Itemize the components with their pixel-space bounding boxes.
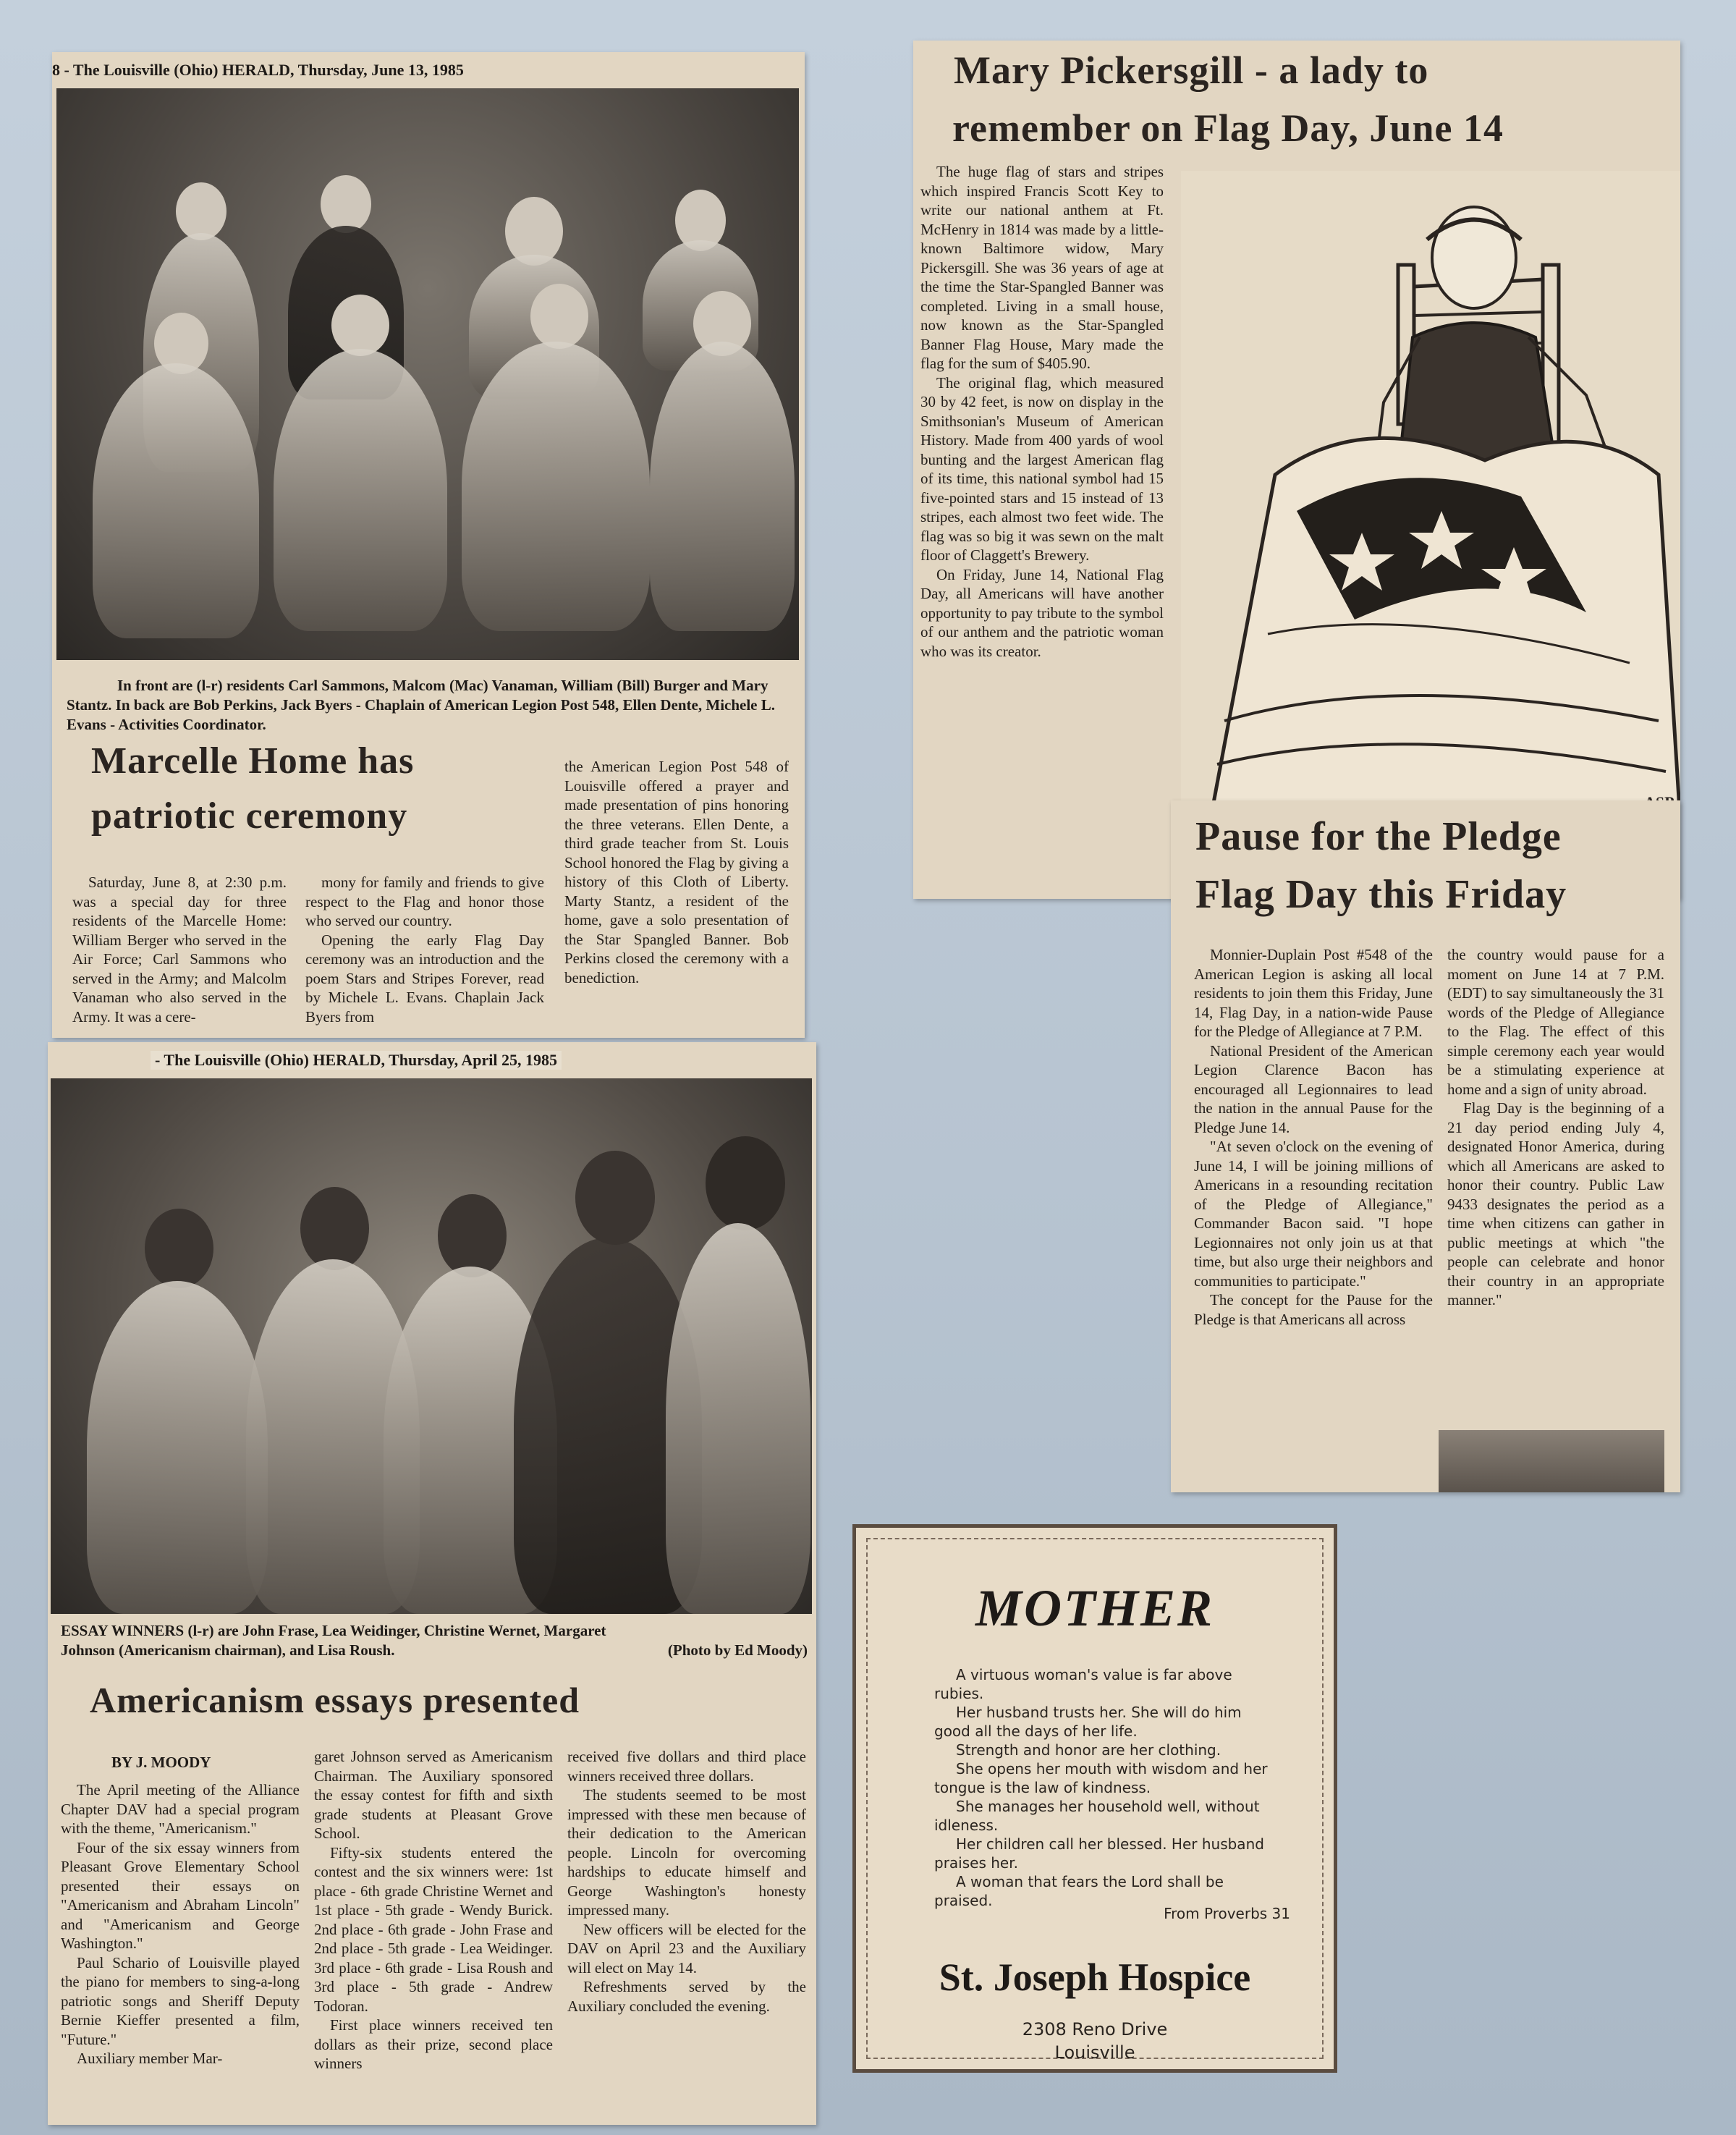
verse-line: Her children call her blessed. Her husband praises her.: [934, 1835, 1264, 1872]
article-column-1: [61, 1780, 300, 2068]
mother-ad-clipping: [852, 1524, 1337, 2073]
byline: BY J. MOODY: [111, 1754, 211, 1771]
verse-line: A woman that fears the Lord shall be praised.: [934, 1873, 1224, 1909]
sponsor-name: St. Joseph Hospice: [939, 1956, 1251, 1999]
paragraph: garet Johnson served as Americanism Chairman. The Auxiliary sponsored the essay contest for fifth and sixth grade students at Pleasant Grove School.: [314, 1748, 553, 1842]
paragraph: "At seven o'clock on the evening of June 14, I will be joining millions of Americans in a resounding recitation of the Pledge of Allegiance," Commander Bacon said. "I hope Legionnaires not only join us at that time, but also urge their neighbors and communities to participate.": [1194, 1138, 1433, 1290]
clipping-mary-pickersgill: [913, 41, 1680, 899]
dateline: - The Louisville (Ohio) HERALD, Thursday, April 25, 1985: [151, 1051, 562, 1070]
paragraph: the American Legion Post 548 of Louisville offered a prayer and made presentation of pins honoring the three veterans. Ellen Dente, a third grade teacher from St. Louis School honored the Flag by giving a history of this Cloth of Liberty. Marty Stantz, a resident of the home, gave a solo presentation of the Star Spangled Banner. Bob Perkins closed the ceremony with a benediction.: [564, 758, 789, 986]
person-figure: [666, 1223, 810, 1614]
headline-line-2: remember on Flag Day, June 14: [952, 106, 1504, 150]
paragraph: Flag Day is the beginning of a 21 day period ending July 4, designated Honor America, during which all Americans are asked to honor their country. Public Law 9433 designates the period as a time when citizens can gather in public meetings at which "the people can celebrate and honor their country in an appropriate manner.": [1447, 1099, 1664, 1309]
article-column-1: [72, 822, 287, 1026]
person-head: [176, 182, 226, 240]
article-column-2: [314, 1747, 553, 2073]
person-head: [438, 1194, 507, 1277]
paragraph: The concept for the Pause for the Pledge is that Americans all across: [1194, 1291, 1433, 1328]
essay-winners-photo: [51, 1078, 812, 1614]
paragraph: Paul Schario of Louisville played the piano for members to sing-a-long patriotic songs and Sheriff Deputy Bernie Kieffer presented a film, "Future.": [61, 1953, 300, 2048]
verse-line: Strength and honor are her clothing.: [956, 1741, 1221, 1759]
paragraph: Saturday, June 8, at 2:30 p.m. was a special day for three residents of the Marcelle Home: William Berger who served in the Air Force; Carl Sammons who served in the Army; and Malcolm Vanaman who also served in the Army. It was a cere-: [72, 874, 287, 1026]
headline-line-1: Marcelle Home has: [91, 740, 415, 782]
person-figure: [87, 1281, 268, 1614]
person-head: [300, 1187, 369, 1270]
clipping-americanism-essays: [48, 1042, 816, 2125]
sponsor-address-line-2: Louisville: [1054, 2042, 1135, 2063]
proverbs-verse: [934, 1665, 1274, 1910]
group-photo: [56, 88, 799, 660]
partial-photo: [1439, 1430, 1664, 1492]
person-head: [530, 284, 588, 349]
article-column-3: [564, 706, 789, 987]
paragraph: Refreshments served by the Auxiliary concluded the evening.: [567, 1978, 806, 2015]
headline-line-2: Flag Day this Friday: [1195, 872, 1567, 917]
paragraph: Opening the early Flag Day ceremony was an introduction and the poem Stars and Stripes Forever, read by Michele L. Evans. Chaplain Jack Byers from: [305, 931, 544, 1026]
verse-line: She opens her mouth with wisdom and her tongue is the law of kindness.: [934, 1760, 1268, 1796]
article-column-3: [567, 1747, 806, 2016]
paragraph: The original flag, which measured 30 by 42 feet, is now on display in the Smithsonian's Museum of American History. Made from 400 yards of wool bunting and the largest American flag of its time, this national symbol had 15 five-pointed stars and 15 instead of 13 stripes, each almost two feet wide. The flag was so big it was sewn on the malt floor of Claggett's Brewery.: [920, 373, 1164, 564]
paragraph: Monnier-Duplain Post #548 of the American Legion is asking all local residents to join them this Friday, June 14, Flag Day, in a nation-wide Pause for the Pledge of Allegiance at 7 P.M.: [1194, 946, 1433, 1040]
verse-line: Her husband trusts her. She will do him good all the days of her life.: [934, 1704, 1242, 1740]
person-figure: [650, 342, 795, 631]
paragraph: National President of the American Legion Clarence Bacon has encouraged all Legionnaires to lead the nation in the annual Pause for the Pledge June 14.: [1194, 1041, 1433, 1136]
person-head: [331, 295, 389, 356]
paragraph: The huge flag of stars and stripes which inspired Francis Scott Key to write our national anthem at Ft. McHenry in 1814 was made by a little-known Baltimore widow, Mary Pickersgill. She was 36 years of age at the time the Star-Spangled Banner was completed. Living in a small house, now known as the Star-Spangled Banner Flag House, Mary made the flag for the sum of $405.90.: [920, 163, 1164, 372]
photo-caption: In front are (l-r) residents Carl Sammons, Malcom (Mac) Vanaman, William (Bill) Burger and Mary Stantz. In back are Bob Perkins, Jack Byers - Chaplain of American Legion Post 548, Ellen Dente, Michele L. Evans - Activities Coordinator.: [67, 677, 776, 733]
headline-line-1: Pause for the Pledge: [1195, 814, 1562, 859]
photo-credit: (Photo by Ed Moody): [667, 1641, 808, 1659]
paragraph: New officers will be elected for the DAV on April 23 and the Auxiliary will elect on May 14.: [567, 1920, 806, 1977]
verse-source: From Proverbs 31: [1164, 1905, 1290, 1922]
article-column-2: [305, 822, 544, 1026]
flag-sewing-illustration: [1181, 171, 1680, 822]
headline-line-1: Mary Pickersgill - a lady to: [954, 48, 1429, 92]
verse-line: She manages her household well, without idleness.: [934, 1798, 1260, 1834]
clipping-marcelle-home: [52, 52, 805, 1038]
photo-caption: ESSAY WINNERS (l-r) are John Frase, Lea Weidinger, Christine Wernet, Margaret Johnson (Americanism chairman), and Lisa Roush.: [61, 1622, 606, 1659]
paragraph: First place winners received ten dollars as their prize, second place winners: [314, 2016, 553, 2072]
person-head: [145, 1209, 213, 1288]
person-figure: [462, 342, 650, 631]
paragraph: the country would pause for a moment on June 14 at 7 P.M. (EDT) to say simultaneously the 31 words of the Pledge of Allegiance to the Flag. The effect of this simple ceremony each year would be a stimulating experience at home and a sign of unity abroad.: [1447, 946, 1664, 1098]
clipping-pause-for-pledge: [1171, 800, 1680, 1492]
verse-line: A virtuous woman's value is far above rubies.: [934, 1666, 1232, 1702]
paragraph: mony for family and friends to give respect to the Flag and honor those who served our country.: [305, 874, 544, 929]
dateline: 8 - The Louisville (Ohio) HERALD, Thursday, June 13, 1985: [52, 61, 464, 79]
person-head: [321, 175, 371, 233]
person-head: [575, 1151, 655, 1245]
article-column-2: [1447, 945, 1664, 1310]
paragraph: Fifty-six students entered the contest and the six winners were: 1st place - 6th grade Christine Wernet and 1st place - 5th grade - Wendy Burick. 2nd place - 6th grade - John Frase and 2nd place - 5th grade - Lea Weidinger. 3rd place - 6th grade - Lisa Roush and 3rd place - 5th grade - Andrew Todoran.: [314, 1843, 553, 2015]
person-figure: [93, 363, 259, 638]
paragraph: Auxiliary member Mar-: [77, 2050, 223, 2067]
sponsor-address-line-1: 2308 Reno Drive: [1022, 2019, 1168, 2039]
paragraph: Four of the six essay winners from Pleasant Grove Elementary School presented their essays on "Americanism and Abraham Lincoln" and "Americanism and George Washington.": [61, 1838, 300, 1952]
headline-line-2: patriotic ceremony: [91, 795, 408, 837]
article-column: [920, 162, 1164, 661]
paragraph: received five dollars and third place winners received three dollars.: [567, 1748, 806, 1785]
headline: Americanism essays presented: [90, 1680, 580, 1720]
person-figure: [274, 349, 447, 631]
paragraph: On Friday, June 14, National Flag Day, all Americans will have another opportunity to pay tribute to the symbol of our anthem and the patriotic woman who was its creator.: [920, 565, 1164, 660]
person-head: [706, 1136, 785, 1230]
article-column-1: [1194, 945, 1433, 1329]
ad-title: MOTHER: [975, 1579, 1215, 1637]
paragraph: The April meeting of the Alliance Chapter DAV had a special program with the theme, "Americanism.": [61, 1781, 300, 1837]
paragraph: The students seemed to be most impressed with these men because of their dedication to the American people. Lincoln for overcoming hardships to educate himself and George Washington's honesty impressed many.: [567, 1786, 806, 1919]
